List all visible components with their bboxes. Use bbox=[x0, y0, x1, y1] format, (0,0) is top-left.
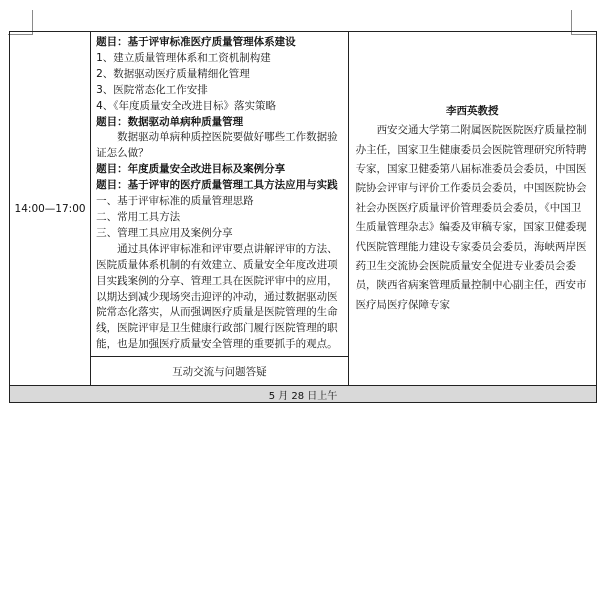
topic-item: 2、数据驱动医疗质量精细化管理 bbox=[96, 67, 250, 80]
topic-item: 4、《年度质量安全改进目标》落实策略 bbox=[96, 99, 277, 112]
session-topics bbox=[91, 32, 348, 357]
day-header: 5 月 28 日上午 bbox=[10, 386, 597, 403]
session-row bbox=[10, 32, 597, 357]
speaker-bio: 西安交通大学第二附属医院医院医疗质量控制办主任，国家卫生健康委员会医院管理研究所特聘专家，国家卫健委第八届标准委员会委员，中国医院协会评审与评价工作委员会委员，中国医院协会社会办医医疗质量评价管理委员会委员，《中国卫生质量管理杂志》编委及审稿专家，国家卫健委现代医院管理能力建设专家委员会委员，海峡两岸医药卫生交流协会医院质量安全促进专业委员会委员，陕西省病案管理质量控制中心副主任，西安市医疗局医疗保障专家 bbox=[355, 124, 587, 311]
speaker-cell bbox=[348, 32, 596, 386]
topic-title: 题目：年度质量安全改进目标及案例分享 bbox=[96, 163, 286, 176]
topic-paragraph: 数据驱动单病种质控医院要做好哪些工作数据验证怎么做？ bbox=[96, 131, 338, 160]
topic-title: 题目：基于评审标准医疗质量管理体系建设 bbox=[96, 36, 296, 48]
qa-cell: 互动交流与问题答疑 bbox=[91, 357, 348, 386]
topic-item: 一、基于评审标准的质量管理思路 bbox=[96, 195, 254, 208]
topic-item: 3、医院常态化工作安排 bbox=[96, 83, 208, 96]
topic-paragraph: 通过具体评审标准和评审要点讲解评审的方法、医院质量体系机制的有效建立、质量安全年度改进项目实践案例的分享、管理工具在医院评审中的应用，以期达到减少现场突击迎评的冲动，通过数据驱动医院常态化落实，从而强调医疗质量是医院管理的生命线，医院评审是卫生健康行政部门履行医院管理的职能，也是加强医疗质量安全管理的重要抓手的观点。 bbox=[96, 242, 338, 351]
topic-title: 题目：基于评审的医疗质量管理工具方法应用与实践 bbox=[96, 179, 338, 192]
topic-title: 题目：数据驱动单病种质量管理 bbox=[96, 115, 244, 128]
topic-item: 1、建立质量管理体系和工资机制构建 bbox=[96, 51, 271, 64]
day-header-row bbox=[10, 386, 597, 403]
session-time: 14:00—17:00 bbox=[10, 32, 91, 386]
topic-item: 二、常用工具方法 bbox=[96, 210, 181, 223]
topic-item: 三、管理工具应用及案例分享 bbox=[96, 226, 233, 239]
speaker-name: 李西英教授 bbox=[446, 104, 499, 117]
schedule-table bbox=[9, 31, 597, 403]
